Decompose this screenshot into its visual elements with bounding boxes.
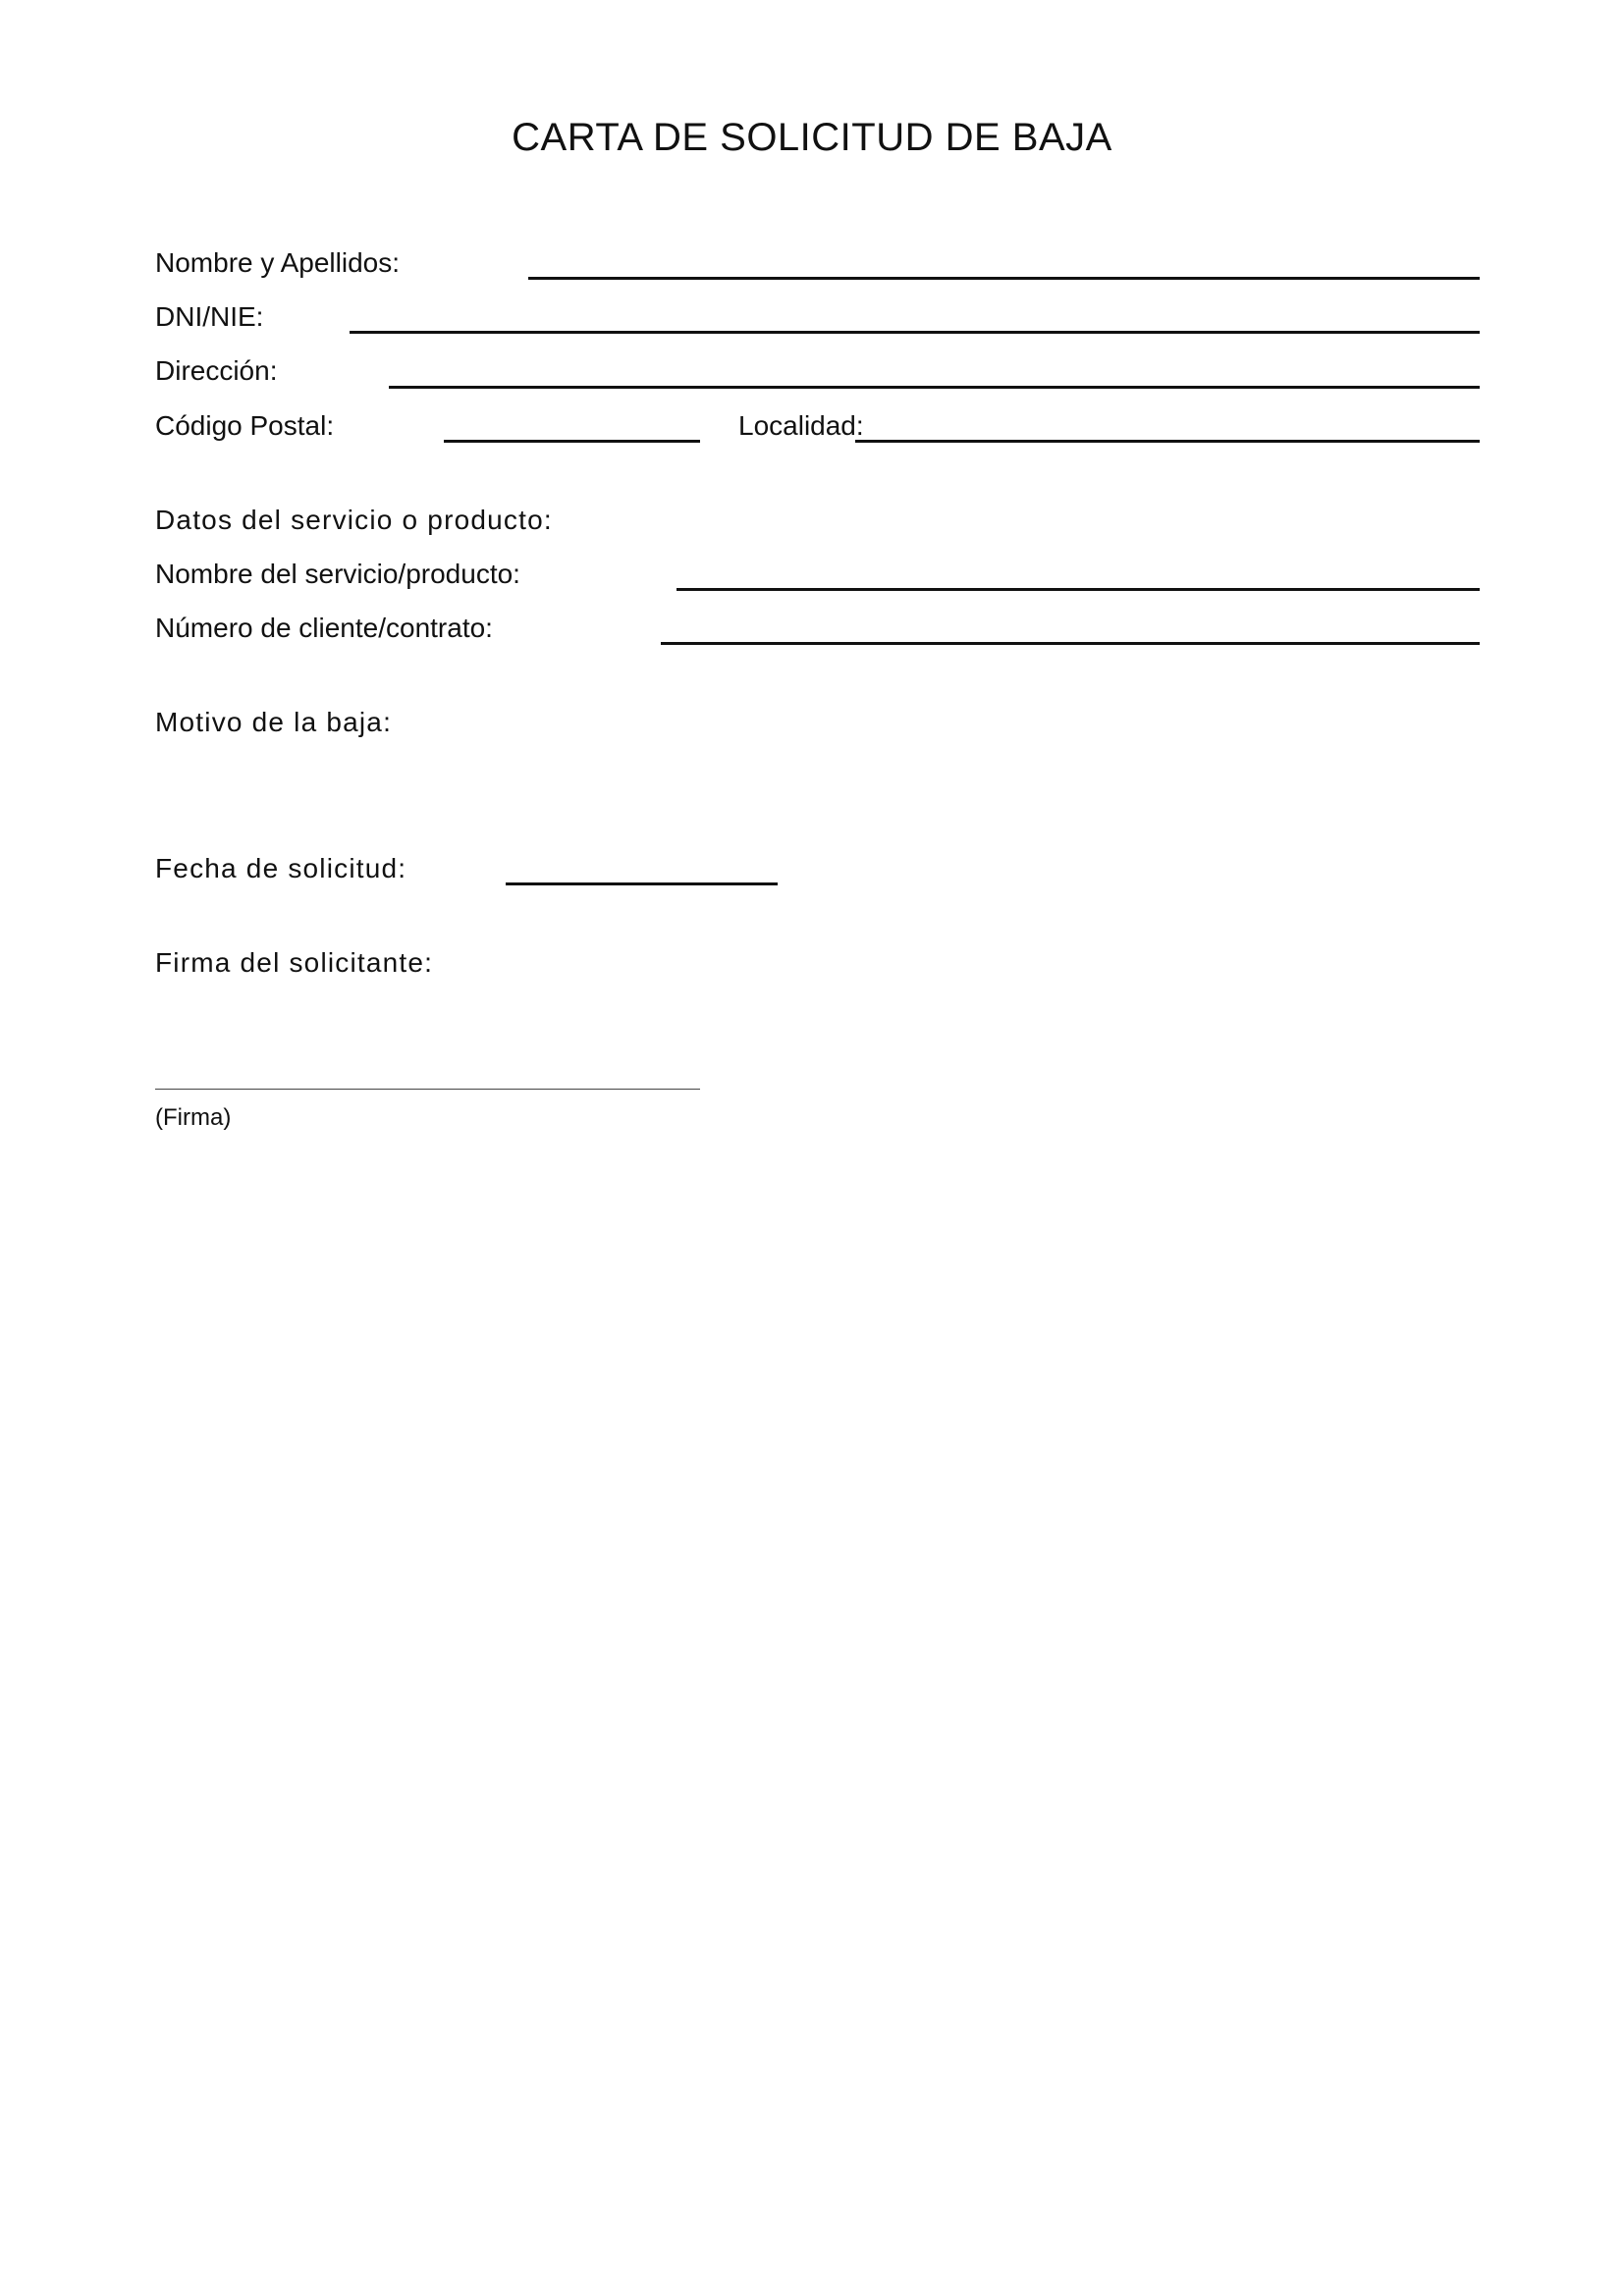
dni-field[interactable] (350, 331, 1480, 334)
signature-line[interactable] (155, 1089, 700, 1090)
address-field[interactable] (389, 386, 1480, 389)
signature-caption: (Firma) (155, 1104, 232, 1131)
postal-code-label: Código Postal: (155, 410, 335, 441)
reason-label: Motivo de la baja: (155, 707, 393, 737)
service-name-field[interactable] (677, 588, 1480, 591)
name-label: Nombre y Apellidos: (155, 247, 401, 278)
request-date-label: Fecha de solicitud: (155, 853, 407, 883)
city-field[interactable] (855, 440, 1480, 443)
dni-label: DNI/NIE: (155, 301, 264, 332)
document-title: CARTA DE SOLICITUD DE BAJA (512, 116, 1112, 159)
signature-label: Firma del solicitante: (155, 947, 434, 978)
client-number-label: Número de cliente/contrato: (155, 613, 493, 643)
service-name-label: Nombre del servicio/producto: (155, 559, 520, 589)
address-label: Dirección: (155, 355, 278, 386)
client-number-field[interactable] (661, 642, 1480, 645)
name-field[interactable] (528, 277, 1480, 280)
request-date-field[interactable] (506, 882, 778, 885)
service-section-label: Datos del servicio o producto: (155, 505, 553, 535)
city-label: Localidad: (738, 410, 864, 441)
postal-code-field[interactable] (444, 440, 700, 443)
